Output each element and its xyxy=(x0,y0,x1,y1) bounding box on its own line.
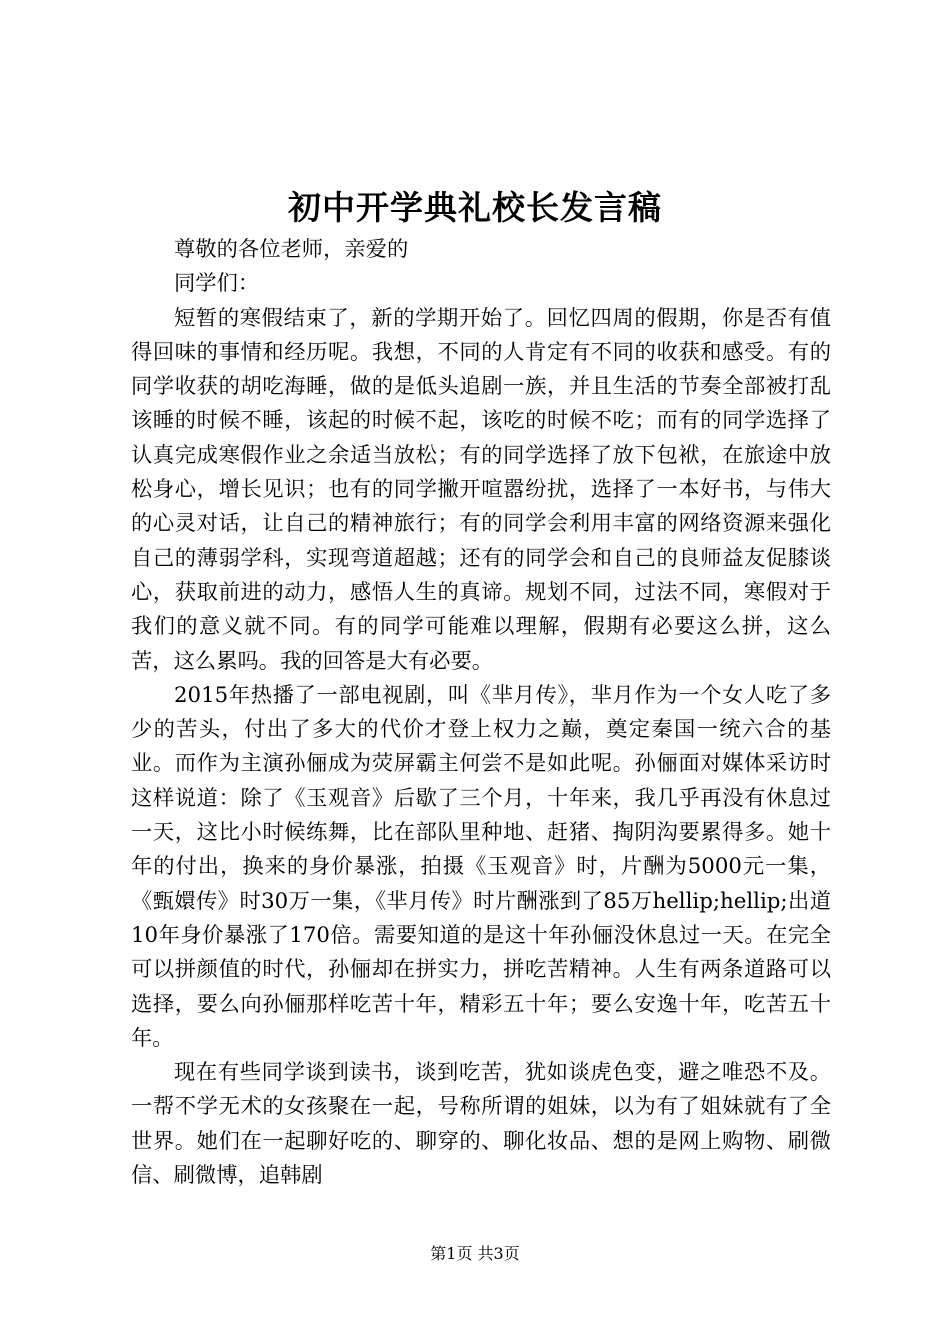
salutation-line-2: 同学们： xyxy=(174,271,260,297)
paragraph-2: 2015年热播了一部电视剧，叫《芈月传》，芈月作为一个女人吃了多少的苦头，付出了多大的代价才登上权力之巅，奠定秦国一统六合的基业。而作为主演孙俪成为荧屏霸主何尝不是如此呢。孙俪面对媒体采访时这样说道：除了《玉观音》后歇了三个月，十年来，我几乎再没有休息过一天，这比小时候练舞，比在部队里种地、赶猪、掏阴沟要累得多。她十年的付出，换来的身价暴涨，拍摄《玉观音》时，片酬为5000元一集，《甄嬛传》时30万一集，《芈月传》时片酬涨到了85万hellip;hellip;出道10年身价暴涨了170倍。需要知道的是这十年孙俪没休息过一天。在完全可以拼颜值的时代，孙俪却在拼实力，拼吃苦精神。人生有两条道路可以选择，要么向孙俪那样吃苦十年，精彩五十年；要么安逸十年，吃苦五十年。 xyxy=(131,682,831,1051)
paragraph-3: 现在有些同学谈到读书，谈到吃苦，犹如谈虎色变，避之唯恐不及。一帮不学无术的女孩聚在一起，号称所谓的姐妹，以为有了姐妹就有了全世界。她们在一起聊好吃的、聊穿的、聊化妆品、想的是网上购物、刷微信、刷微博，追韩剧 xyxy=(131,1060,831,1189)
document-title: 初中开学典礼校长发言稿 xyxy=(288,188,662,227)
paragraph-1: 短暂的寒假结束了，新的学期开始了。回忆四周的假期，你是否有值得回味的事情和经历呢。我想，不同的人肯定有不同的收获和感受。有的同学收获的胡吃海睡，做的是低头追剧一族，并且生活的节奏全部被打乱该睡的时候不睡，该起的时候不起，该吃的时候不吃；而有的同学选择了认真完成寒假作业之余适当放松；有的同学选择了放下包袱，在旅途中放松身心，增长见识；也有的同学撇开喧嚣纷扰，选择了一本好书，与伟大的心灵对话，让自己的精神旅行；有的同学会利用丰富的网络资源来强化自己的薄弱学科，实现弯道超越；还有的同学会和自己的良师益友促膝谈心，获取前进的动力，感悟人生的真谛。规划不同，过法不同，寒假对于我们的意义就不同。有的同学可能难以理解，假期有必要这么拼，这么苦，这么累吗。我的回答是大有必要。 xyxy=(131,305,831,674)
document-body xyxy=(131,233,831,1193)
salutation-line-1: 尊敬的各位老师，亲爱的 xyxy=(174,237,409,262)
page-number-footer: 第1页 共3页 xyxy=(430,1244,520,1263)
